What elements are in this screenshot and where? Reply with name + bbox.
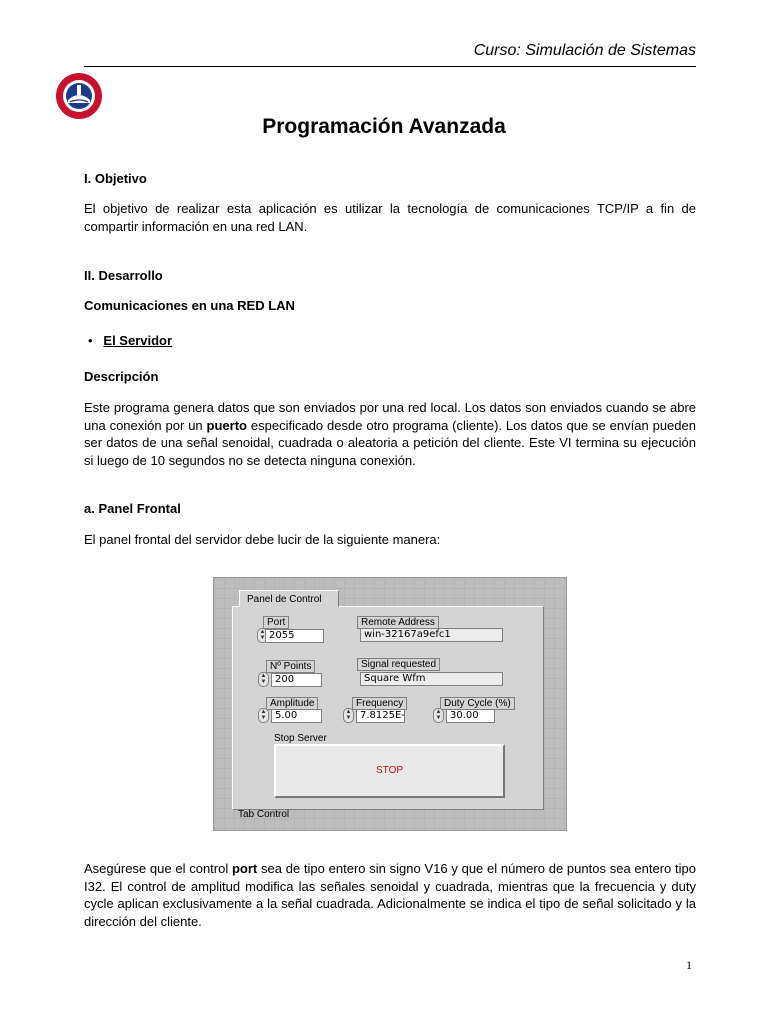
duty-cycle-input[interactable]: 30.00 — [446, 709, 495, 723]
descripcion-text-1: Este programa genera datos que son enviados por una red local. Los datos son enviados cuando se abre una conexión por un — [84, 400, 696, 433]
remote-address-indicator: win-32167a9efc1 — [360, 628, 503, 642]
points-spinner-icon[interactable]: ▲ ▼ — [258, 672, 269, 687]
points-label: Nº Points — [266, 660, 315, 673]
page-title: Programación Avanzada — [262, 115, 506, 138]
bullet-dot-icon: • — [88, 333, 93, 348]
closing-text-1: Asegúrese que el control — [84, 861, 232, 876]
desarrollo-heading: II. Desarrollo — [84, 268, 163, 283]
frequency-spinner-icon[interactable]: ▲ ▼ — [343, 708, 354, 723]
signal-requested-indicator: Square Wfm — [360, 672, 503, 686]
panel-frontal-heading: a. Panel Frontal — [84, 501, 181, 516]
panel-intro-paragraph: El panel frontal del servidor debe lucir de la siguiente manera: — [84, 532, 441, 547]
comunicaciones-heading: Comunicaciones en una RED LAN — [84, 298, 295, 313]
remote-address-label: Remote Address — [357, 616, 439, 629]
bullet-servidor-label: El Servidor — [103, 333, 173, 348]
stop-server-label: Stop Server — [274, 733, 327, 744]
descripcion-bold: puerto — [206, 417, 247, 433]
points-input[interactable]: 200 — [271, 673, 322, 687]
closing-bold: port — [231, 861, 258, 876]
tab-control-label: Tab Control — [238, 809, 290, 820]
descripcion-heading: Descripción — [84, 369, 159, 384]
page-number: 1 — [686, 958, 692, 972]
amplitude-spinner-icon[interactable]: ▲ ▼ — [258, 708, 269, 723]
amplitude-label: Amplitude — [266, 697, 318, 710]
header-rule — [84, 66, 696, 67]
objetivo-heading: I. Objetivo — [84, 171, 147, 186]
descripcion-text-2: especificado desde otro programa (cliente). Los datos que se envían pueden ser datos de una señal senoidal, cuadrada o aleatoria a petición del cliente. Este VI termina su ejecución si luego de 10 segundos no se detecta ninguna conexión. — [84, 417, 696, 468]
university-seal-logo — [54, 72, 104, 120]
port-input[interactable]: 2055 — [265, 629, 324, 643]
frequency-input[interactable]: 7.8125E- — [356, 709, 405, 723]
closing-text-2: sea de tipo entero sin signo V16 y que el número de puntos sea entero tipo I32. El control de amplitud modifica las señales senoidal y cuadrada, mientras que la frecuencia y duty cycle aplican exclusivamente a la señal cuadrada. Adicionalmente se indica el tipo de señal solicitado y la dirección del cliente. — [84, 861, 696, 929]
port-spinner-icon[interactable]: ▲ ▼ — [257, 628, 268, 643]
duty-cycle-label: Duty Cycle (%) — [440, 697, 515, 710]
frequency-label: Frequency — [352, 697, 407, 710]
bullet-item-servidor — [88, 333, 172, 348]
amplitude-input[interactable]: 5.00 — [271, 709, 322, 723]
objetivo-paragraph: El objetivo de realizar esta aplicación es utilizar la tecnología de comunicaciones TCP/IP a fin de compartir información en una red LAN. — [84, 201, 696, 234]
tab-panel-de-control[interactable]: Panel de Control — [239, 590, 339, 607]
descripcion-paragraph — [84, 399, 696, 469]
port-label: Port — [263, 616, 289, 629]
course-header: Curso: Simulación de Sistemas — [473, 42, 696, 59]
signal-requested-label: Signal requested — [357, 658, 440, 671]
closing-paragraph — [84, 860, 696, 930]
stop-button[interactable]: STOP — [274, 744, 505, 798]
duty-cycle-spinner-icon[interactable]: ▲ ▼ — [433, 708, 444, 723]
